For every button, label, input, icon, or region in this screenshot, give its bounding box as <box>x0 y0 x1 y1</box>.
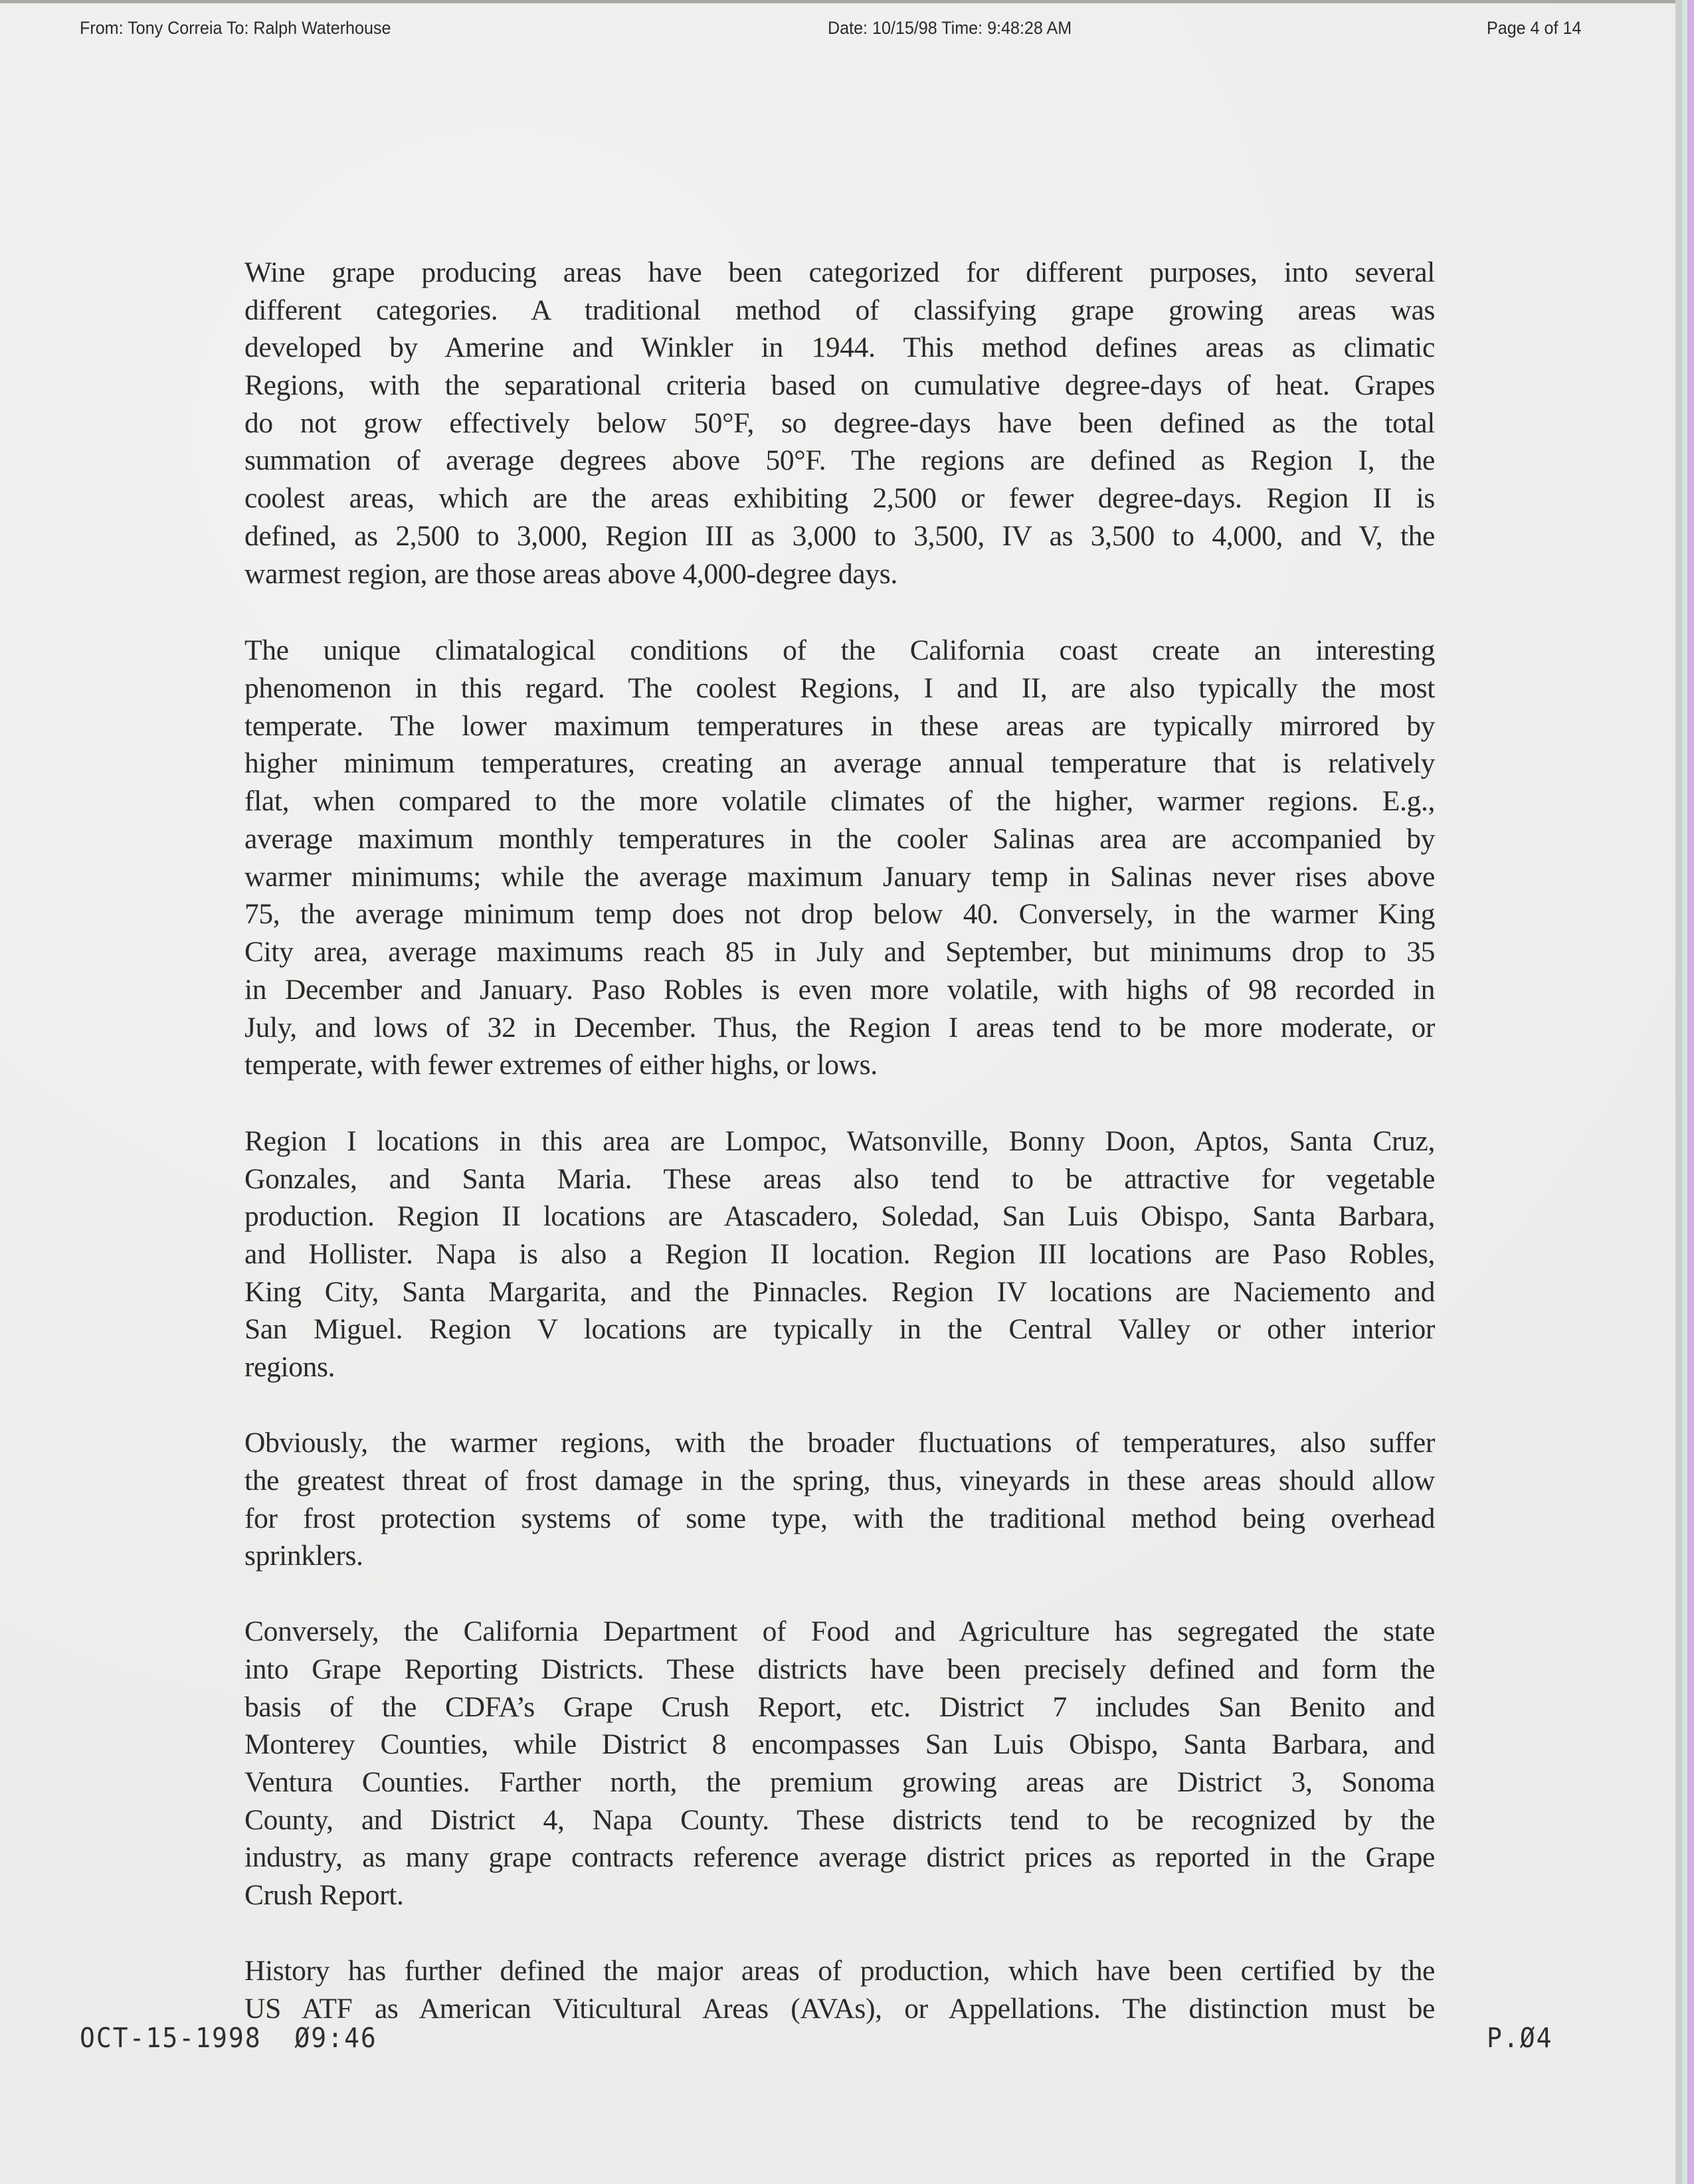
text-line: Crush Report. <box>244 1879 404 1911</box>
text-line: City area, average maximums reach 85 in July and September, but minimums drop to 35 <box>244 936 1435 968</box>
scan-right-edge-inner <box>1682 0 1687 2184</box>
fax-header-page: Page 4 of 14 <box>1487 18 1582 38</box>
text-line: the greatest threat of frost damage in the spring, thus, vineyards in these areas should allow <box>244 1465 1435 1497</box>
text-line: July, and lows of 32 in December. Thus, the Region I areas tend to be more moderate, or <box>244 1012 1435 1044</box>
text-line: coolest areas, which are the areas exhibiting 2,500 or fewer degree-days. Region II is <box>244 482 1435 514</box>
scan-right-edge-outer <box>1687 0 1694 2184</box>
text-line: basis of the CDFA’s Grape Crush Report, etc. District 7 includes San Benito and <box>244 1691 1435 1723</box>
text-line: Regions, with the separational criteria based on cumulative degree-days of heat. Grapes <box>244 369 1435 401</box>
text-line: US ATF as American Viticultural Areas (AVAs), or Appellations. The distinction must be <box>244 1993 1435 2025</box>
text-line: San Miguel. Region V locations are typically in the Central Valley or other interior <box>244 1313 1435 1345</box>
text-line: 75, the average minimum temp does not drop below 40. Conversely, in the warmer King <box>244 898 1435 930</box>
text-line: King City, Santa Margarita, and the Pinnacles. Region IV locations are Naciemento and <box>244 1276 1435 1308</box>
scan-right-edge <box>1675 0 1682 2184</box>
text-line: warmest region, are those areas above 4,000-degree days. <box>244 558 897 590</box>
text-line: production. Region II locations are Atascadero, Soledad, San Luis Obispo, Santa Barbara, <box>244 1200 1435 1232</box>
text-line: in December and January. Paso Robles is even more volatile, with highs of 98 recorded in <box>244 974 1435 1006</box>
text-line: temperate, with fewer extremes of either highs, or lows. <box>244 1049 878 1081</box>
text-line: The unique climatalogical conditions of the California coast create an interesting <box>244 634 1435 666</box>
text-line: Region I locations in this area are Lompoc, Watsonville, Bonny Doon, Aptos, Santa Cruz, <box>244 1125 1435 1157</box>
text-line: Gonzales, and Santa Maria. These areas also tend to be attractive for vegetable <box>244 1163 1435 1195</box>
text-line: phenomenon in this regard. The coolest Regions, I and II, are also typically the most <box>244 672 1435 704</box>
fax-footer-timestamp: OCT-15-1998 Ø9:46 <box>80 2022 377 2054</box>
text-line: Wine grape producing areas have been categorized for different purposes, into several <box>244 256 1435 288</box>
text-line: defined, as 2,500 to 3,000, Region III as 3,000 to 3,500, IV as 3,500 to 4,000, and V, the <box>244 520 1435 552</box>
text-line: higher minimum temperatures, creating an average annual temperature that is relatively <box>244 747 1435 779</box>
text-line: and Hollister. Napa is also a Region II location. Region III locations are Paso Robles, <box>244 1238 1435 1270</box>
text-line: History has further defined the major areas of production, which have been certified by the <box>244 1955 1435 1987</box>
fax-footer-page-code: P.Ø4 <box>1487 2022 1553 2054</box>
fax-header-date-time: Date: 10/15/98 Time: 9:48:28 AM <box>828 18 1072 38</box>
text-line: Ventura Counties. Farther north, the premium growing areas are District 3, Sonoma <box>244 1766 1435 1798</box>
text-line: Monterey Counties, while District 8 encompasses San Luis Obispo, Santa Barbara, and <box>244 1728 1435 1760</box>
text-line: industry, as many grape contracts reference average district prices as reported in the Grape <box>244 1841 1435 1873</box>
text-line: warmer minimums; while the average maximum January temp in Salinas never rises above <box>244 861 1435 893</box>
fax-header-from-to: From: Tony Correia To: Ralph Waterhouse <box>80 18 391 38</box>
text-line: temperate. The lower maximum temperatures in these areas are typically mirrored by <box>244 710 1435 742</box>
text-line: developed by Amerine and Winkler in 1944. This method defines areas as climatic <box>244 331 1435 363</box>
text-line: different categories. A traditional method of classifying grape growing areas was <box>244 294 1435 326</box>
text-line: flat, when compared to the more volatile climates of the higher, warmer regions. E.g., <box>244 785 1435 817</box>
text-line: regions. <box>244 1351 335 1383</box>
text-line: sprinklers. <box>244 1540 363 1572</box>
text-line: Obviously, the warmer regions, with the broader fluctuations of temperatures, also suffer <box>244 1427 1435 1459</box>
text-line: for frost protection systems of some type, with the traditional method being overhead <box>244 1502 1435 1534</box>
text-line: Conversely, the California Department of Food and Agriculture has segregated the state <box>244 1615 1435 1647</box>
text-line: average maximum monthly temperatures in the cooler Salinas area are accompanied by <box>244 823 1435 855</box>
text-line: summation of average degrees above 50°F. The regions are defined as Region I, the <box>244 444 1435 476</box>
scan-top-edge <box>0 0 1675 3</box>
text-line: into Grape Reporting Districts. These districts have been precisely defined and form the <box>244 1653 1435 1685</box>
text-line: County, and District 4, Napa County. These districts tend to be recognized by the <box>244 1804 1435 1836</box>
text-line: do not grow effectively below 50°F, so degree-days have been defined as the total <box>244 407 1435 439</box>
